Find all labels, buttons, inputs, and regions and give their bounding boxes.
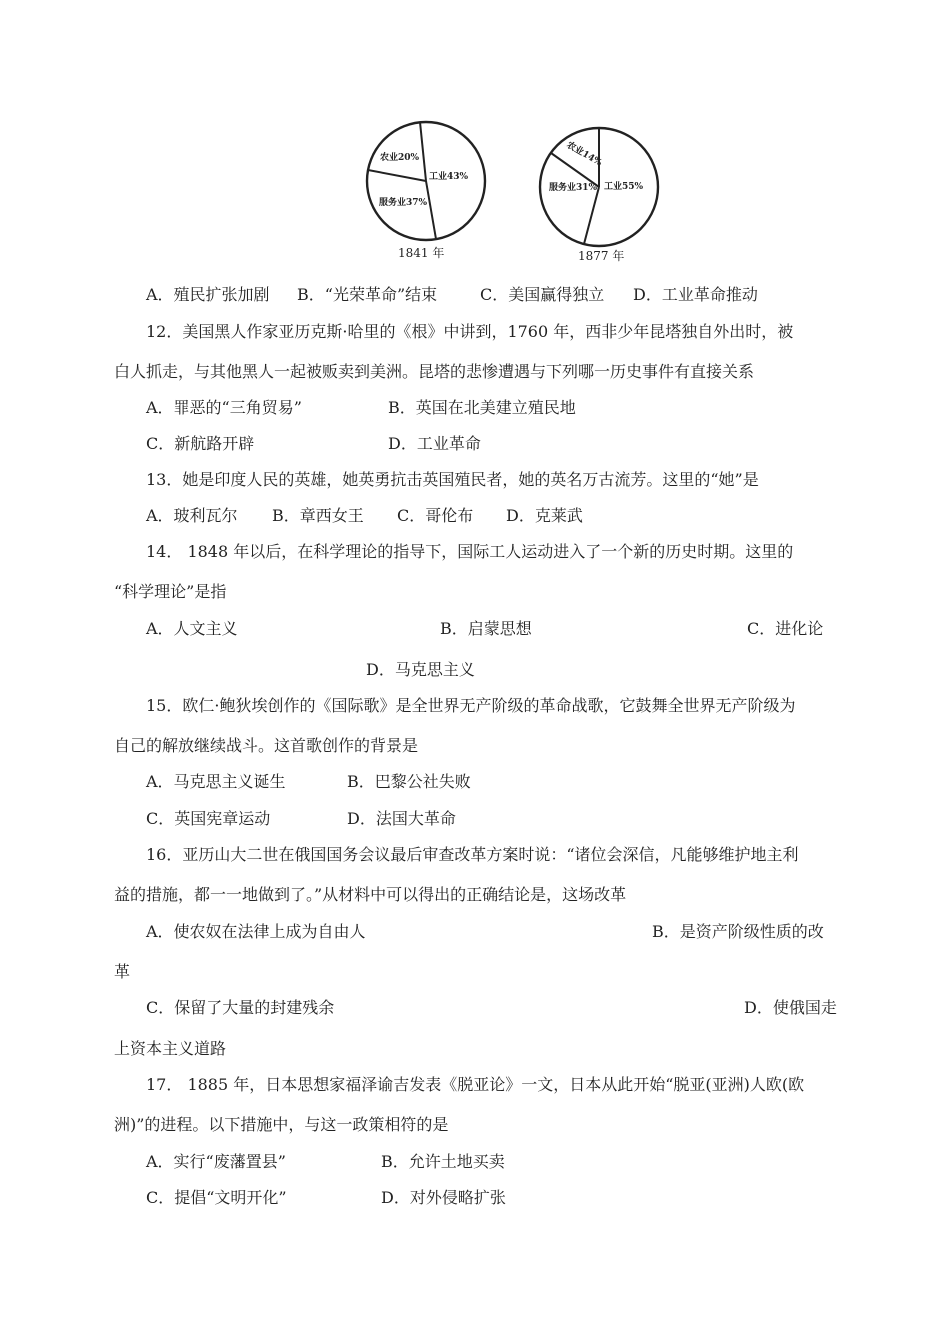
q17-option-d: D．对外侵略扩张: [381, 1188, 506, 1207]
q17-stem-line1: 17． 1885 年，日本思想家福泽谕吉发表《脱亚论》一文，日本从此开始“脱亚(亚洲)人欧(欧: [146, 1075, 805, 1094]
q14-option-d: D．马克思主义: [366, 660, 475, 679]
q17-stem-line2: 洲)”的进程。以下措施中，与这一政策相符的是: [114, 1115, 449, 1134]
q16-option-c: C．保留了大量的封建残余: [146, 998, 335, 1017]
q16-option-d-continued: 上资本主义道路: [114, 1039, 227, 1058]
pie-1841-divider-top: [420, 122, 426, 181]
q13-option-b: B．章西女王: [272, 506, 364, 525]
q13-stem: 13．她是印度人民的英雄，她英勇抗击英国殖民者，她的英名万古流芳。这里的“她”是: [146, 470, 759, 489]
q14-option-a: A．人文主义: [146, 619, 238, 638]
q14-stem-line2: “科学理论”是指: [114, 582, 227, 601]
q11-option-d: D．工业革命推动: [633, 285, 758, 304]
q11-option-a: A．殖民扩张加剧: [146, 285, 270, 304]
q11-option-b: B．“光荣革命”结束: [297, 285, 438, 304]
pie-charts-figure: [0, 0, 950, 270]
pie-1841-label-agri: 农业20%: [380, 153, 420, 163]
pie-1841-label-industry: 工业43%: [429, 172, 469, 182]
q17-option-a: A．实行“废藩置县”: [146, 1152, 286, 1171]
q13-option-c: C．哥伦布: [397, 506, 474, 525]
q15-option-b: B．巴黎公社失败: [347, 772, 471, 791]
q12-option-b: B．英国在北美建立殖民地: [388, 398, 576, 417]
pie-1841-divider-left: [368, 170, 426, 181]
pie-chart-1877: [540, 128, 658, 263]
q16-option-b: B．是资产阶级性质的改: [652, 922, 824, 941]
q16-option-a: A．使农奴在法律上成为自由人: [146, 922, 366, 941]
q16-stem-line1: 16．亚历山大二世在俄国国务会议最后审查改革方案时说：“诸位会深信，凡能够维护地主利: [146, 845, 799, 864]
pie-1841-year: 1841 年: [398, 246, 445, 260]
q13-option-a: A．玻利瓦尔: [146, 506, 238, 525]
pie-1877-label-service: 服务业31%: [549, 183, 598, 193]
pie-1877-label-industry: 工业55%: [604, 182, 644, 192]
q16-option-d: D．使俄国走: [744, 998, 837, 1017]
q16-stem-line2: 益的措施，都一一地做到了。”从材料中可以得出的正确结论是，这场改革: [114, 885, 627, 904]
q12-option-d: D．工业革命: [388, 434, 481, 453]
q17-option-b: B．允许土地买卖: [381, 1152, 505, 1171]
q12-option-a: A．罪恶的“三角贸易”: [146, 398, 302, 417]
q17-option-c: C．提倡“文明开化”: [146, 1188, 287, 1207]
q11-option-c: C．美国赢得独立: [480, 285, 605, 304]
pie-1877-divider-bottom: [584, 187, 599, 244]
q15-option-c: C．英国宪章运动: [146, 809, 271, 828]
pie-1841-divider-bottom: [426, 181, 436, 239]
q12-stem-line2: 白人抓走，与其他黑人一起被贩卖到美洲。昆塔的悲惨遭遇与下列哪一历史事件有直接关系: [114, 362, 755, 381]
q13-option-d: D．克莱武: [506, 506, 583, 525]
q14-option-c: C．进化论: [747, 619, 824, 638]
q15-option-d: D．法国大革命: [347, 809, 456, 828]
pie-chart-1841: [367, 122, 485, 260]
q15-option-a: A．马克思主义诞生: [146, 772, 286, 791]
q15-stem-line2: 自己的解放继续战斗。这首歌创作的背景是: [114, 736, 419, 755]
q12-stem-line1: 12．美国黑人作家亚历克斯·哈里的《根》中讲到，1760 年，西非少年昆塔独自外出时，被: [146, 322, 794, 341]
pie-1841-label-service: 服务业37%: [379, 198, 428, 208]
q14-stem-line1: 14． 1848 年以后，在科学理论的指导下，国际工人运动进入了一个新的历史时期。这里的: [146, 542, 794, 561]
q16-option-b-continued: 革: [114, 962, 131, 981]
q14-option-b: B．启蒙思想: [440, 619, 532, 638]
q15-stem-line1: 15．欧仁·鲍狄埃创作的《国际歌》是全世界无产阶级的革命战歌，它鼓舞全世界无产阶级为: [146, 696, 796, 715]
pie-1877-label-agri: 农业14%: [564, 140, 604, 169]
pie-1877-year: 1877 年: [578, 249, 625, 263]
q12-option-c: C．新航路开辟: [146, 434, 255, 453]
